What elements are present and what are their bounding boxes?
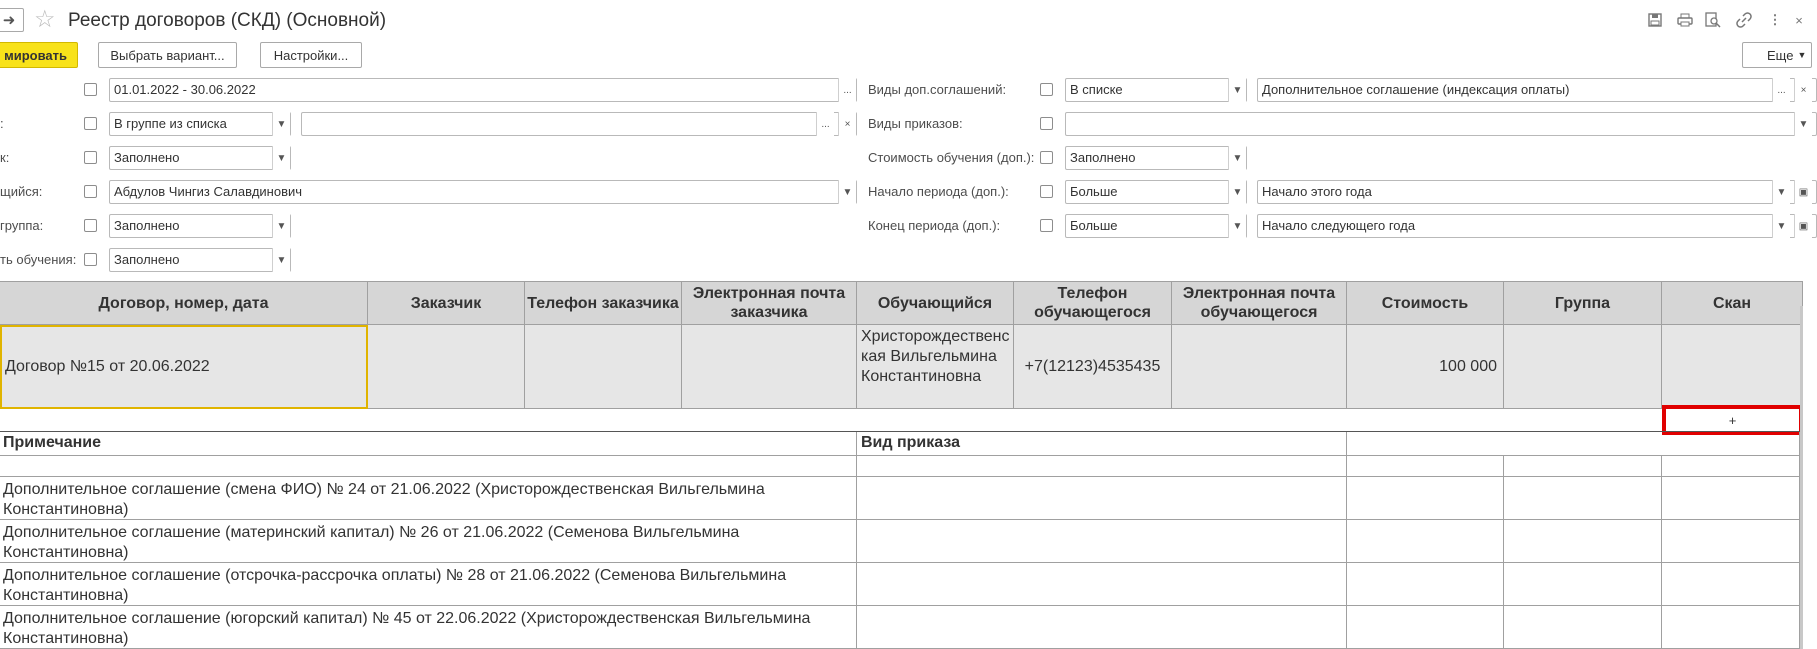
filter-3-checkbox[interactable] (84, 151, 97, 164)
col-header-student-email: Электронная почта обучающегося (1172, 281, 1347, 325)
student-phone-cell[interactable] (1014, 325, 1172, 409)
note-order-cell[interactable] (857, 477, 1347, 520)
student-field[interactable] (109, 180, 857, 204)
student-phone-value: +7(12123)4535435 (1024, 357, 1161, 375)
period-end-value: Начало следующего года (1262, 218, 1416, 233)
filter-student-checkbox[interactable] (84, 185, 97, 198)
col-header-scan: Скан (1662, 281, 1803, 325)
filter-period-end-checkbox[interactable] (1040, 219, 1053, 232)
student-email-cell[interactable] (1172, 325, 1347, 409)
group-condition[interactable] (109, 214, 291, 238)
note-order-cell[interactable] (857, 520, 1347, 563)
empty-cell (1347, 563, 1504, 606)
filter-label-agreements: Виды доп.соглашений: (868, 82, 1007, 97)
period-end-dropdown-icon[interactable]: ▼ (1772, 214, 1790, 238)
col-header-customer-phone: Телефон заказчика (525, 281, 682, 325)
more-vert-icon[interactable]: ⋮ (1768, 12, 1782, 27)
generate-button[interactable] (0, 42, 78, 68)
scan-cell[interactable] (1662, 325, 1803, 409)
sub-header-empty (1347, 432, 1800, 456)
filter-2-checkbox[interactable] (84, 117, 97, 130)
report-area[interactable] (0, 281, 1803, 649)
filter-label-group: группа: (0, 218, 44, 233)
filter-label-2: : (0, 116, 4, 131)
period-start-calendar-icon[interactable]: ▣ (1794, 180, 1812, 204)
filter-label-student: щийся: (0, 184, 43, 199)
settings-button[interactable] (260, 42, 362, 68)
save-icon[interactable] (1646, 11, 1664, 29)
empty-cell (1504, 563, 1662, 606)
period-select-button[interactable]: ... (838, 78, 856, 102)
col-header-cost: Стоимость (1347, 281, 1504, 325)
vertical-scrollbar[interactable] (1800, 306, 1803, 649)
period-end-condition[interactable] (1065, 214, 1247, 238)
note-row[interactable]: Дополнительное соглашение (смена ФИО) № 24 от 21.06.2022 (Христорождественская Вильгельмина Константиновна) (0, 477, 857, 520)
back-arrow-icon[interactable]: ➜ (0, 8, 24, 32)
cost-condition[interactable] (109, 248, 291, 272)
col-header-customer-email: Электронная почта заказчика (682, 281, 857, 325)
close-icon[interactable]: × (1795, 12, 1803, 28)
student-dropdown-icon[interactable]: ▼ (838, 180, 856, 204)
empty-note-cell (0, 456, 857, 477)
filter-label-period-end: Конец периода (доп.): (868, 218, 1001, 233)
filter-label-cost: ть обучения: (0, 252, 77, 267)
col-header-student-phone: Телефон обучающегося (1014, 281, 1172, 325)
agreements-condition[interactable] (1065, 78, 1247, 102)
filter-2-condition-value: В группе из списка (114, 116, 227, 131)
filter-3-condition[interactable] (109, 146, 291, 170)
cost-extra-condition-value: Заполнено (1070, 150, 1136, 165)
empty-cell (1347, 606, 1504, 649)
filter-3-dropdown-icon[interactable]: ▼ (272, 146, 290, 170)
filter-label-3: к: (0, 150, 10, 165)
period-end-condition-value: Больше (1070, 218, 1118, 233)
filter-period-checkbox[interactable] (84, 83, 97, 96)
filter-label-orders: Виды приказов: (868, 116, 963, 131)
agreements-value-field[interactable] (1257, 78, 1817, 102)
filter-3-condition-value: Заполнено (114, 150, 180, 165)
period-end-value-field[interactable] (1257, 214, 1817, 238)
orders-dropdown-icon[interactable]: ▼ (1794, 112, 1812, 136)
filter-label-cost-extra: Стоимость обучения (доп.): (868, 150, 1035, 165)
generate-button-label: мировать (4, 47, 67, 63)
col-header-group: Группа (1504, 281, 1662, 325)
cost-extra-dropdown-icon[interactable]: ▼ (1228, 146, 1246, 170)
empty-cell (1347, 456, 1504, 477)
empty-cell (1504, 520, 1662, 563)
col-header-customer: Заказчик (368, 281, 525, 325)
note-row[interactable]: Дополнительное соглашение (отсрочка-рассрочка оплаты) № 28 от 21.06.2022 (Семенова Вильгельмина Константиновна) (0, 563, 857, 606)
empty-cell (1662, 477, 1800, 520)
group-condition-value: Заполнено (114, 218, 180, 233)
student-name: Христорождественская Вильгельмина Константиновна (861, 328, 1010, 385)
col-header-student: Обучающийся (857, 281, 1014, 325)
link-icon[interactable] (1735, 11, 1753, 29)
contract-cell[interactable] (0, 325, 368, 409)
col-header-contract: Договор, номер, дата (0, 281, 368, 325)
group-dropdown-icon[interactable]: ▼ (272, 214, 290, 238)
cost-extra-condition[interactable] (1065, 146, 1247, 170)
contract-value: Договор №15 от 20.06.2022 (5, 358, 210, 375)
filter-2-clear-button[interactable]: × (838, 112, 856, 136)
filter-period-start-checkbox[interactable] (1040, 185, 1053, 198)
filter-cost-checkbox[interactable] (84, 253, 97, 266)
period-end-condition-dropdown-icon[interactable]: ▼ (1228, 214, 1246, 238)
empty-cell (1504, 477, 1662, 520)
empty-cell (1504, 606, 1662, 649)
note-order-cell[interactable] (857, 606, 1347, 649)
sub-header-note: Примечание (0, 432, 857, 456)
empty-cell (1662, 456, 1800, 477)
period-start-value: Начало этого года (1262, 184, 1372, 199)
settings-label: Настройки... (273, 47, 349, 63)
cost-condition-value: Заполнено (114, 252, 180, 267)
preview-icon[interactable] (1704, 11, 1722, 29)
filter-group-checkbox[interactable] (84, 219, 97, 232)
period-start-condition[interactable] (1065, 180, 1247, 204)
note-row[interactable]: Дополнительное соглашение (материнский капитал) № 26 от 21.06.2022 (Семенова Вильгельмина Константиновна) (0, 520, 857, 563)
filter-2-condition[interactable] (109, 112, 291, 136)
select-variant-label: Выбрать вариант... (110, 47, 225, 63)
empty-cell (1347, 520, 1504, 563)
period-start-dropdown-icon[interactable]: ▼ (1772, 180, 1790, 204)
period-start-condition-value: Больше (1070, 184, 1118, 199)
filter-2-dropdown-icon[interactable]: ▼ (272, 112, 290, 136)
more-label: Еще (1767, 47, 1794, 63)
period-field[interactable] (109, 78, 857, 102)
period-end-calendar-icon[interactable]: ▣ (1794, 214, 1812, 238)
empty-cell (1662, 606, 1800, 649)
empty-cell (1662, 520, 1800, 563)
favorite-star-icon[interactable]: ☆ (34, 6, 56, 33)
cost-dropdown-icon[interactable]: ▼ (272, 248, 290, 272)
agreements-select-button[interactable]: ... (1772, 78, 1790, 102)
period-value: 01.01.2022 - 30.06.2022 (114, 82, 256, 97)
period-start-value-field[interactable] (1257, 180, 1817, 204)
cost-value: 100 000 (1439, 357, 1497, 375)
agreements-value: Дополнительное соглашение (индексация оплаты) (1262, 82, 1570, 97)
more-button[interactable] (1742, 42, 1812, 68)
student-value: Абдулов Чингиз Салавдинович (114, 184, 303, 199)
customer-phone-cell[interactable] (525, 325, 682, 409)
filter-2-select-button[interactable]: ... (816, 112, 834, 136)
student-cell[interactable] (857, 325, 1014, 409)
filter-cost-extra-checkbox[interactable] (1040, 151, 1053, 164)
filter-label-period-start: Начало периода (доп.): (868, 184, 1009, 199)
empty-cell (1504, 456, 1662, 477)
empty-cell (1347, 477, 1504, 520)
select-variant-button[interactable] (98, 42, 237, 68)
period-start-condition-dropdown-icon[interactable]: ▼ (1228, 180, 1246, 204)
page-title: Реестр договоров (СКД) (Основной) (68, 10, 387, 31)
plus-icon: + (1728, 412, 1737, 428)
agreements-clear-icon[interactable]: × (1794, 78, 1812, 102)
sub-header-order-type: Вид приказа (857, 432, 1347, 456)
agreements-condition-value: В списке (1070, 82, 1123, 97)
customer-email-cell[interactable] (682, 325, 857, 409)
cost-cell[interactable] (1347, 325, 1504, 409)
group-cell[interactable] (1504, 325, 1662, 409)
note-row[interactable]: Дополнительное соглашение (югорский капитал) № 45 от 22.06.2022 (Христорождественская Вильгельмина Константиновна) (0, 606, 857, 649)
filter-agreements-checkbox[interactable] (1040, 83, 1053, 96)
empty-order-cell (857, 456, 1347, 477)
filter-orders-checkbox[interactable] (1040, 117, 1053, 130)
print-icon[interactable] (1676, 11, 1694, 29)
customer-cell[interactable] (368, 325, 525, 409)
empty-cell (1662, 563, 1800, 606)
filter-2-value-field[interactable] (301, 112, 857, 136)
note-order-cell[interactable] (857, 563, 1347, 606)
orders-field[interactable] (1065, 112, 1817, 136)
agreements-condition-dropdown-icon[interactable]: ▼ (1228, 78, 1246, 102)
chevron-down-icon: ▼ (1797, 50, 1807, 60)
